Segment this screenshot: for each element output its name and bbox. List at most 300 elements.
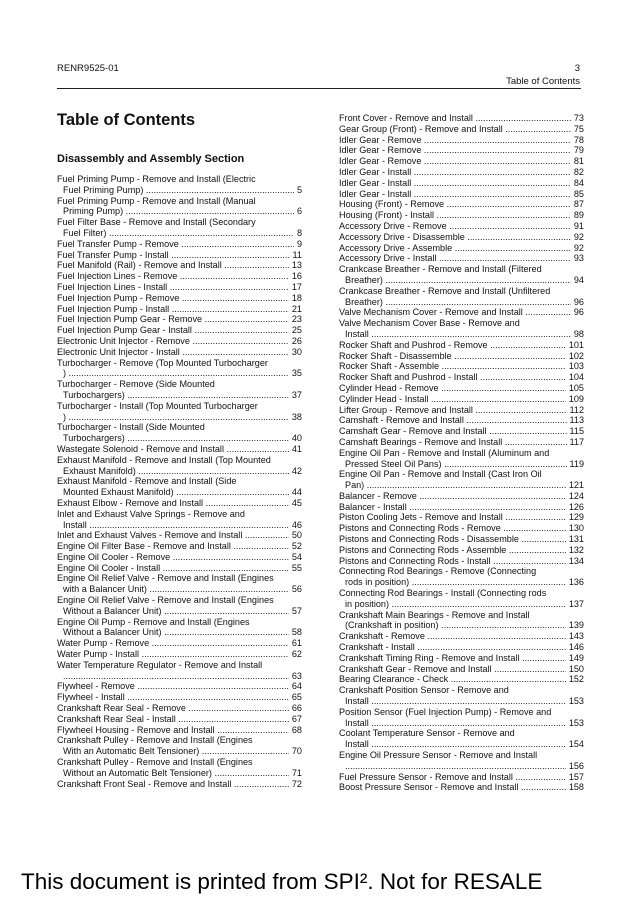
toc-entry: [339, 167, 584, 178]
toc-entry-page: 150: [568, 663, 584, 674]
toc-entry-title: Bearing Clearance - Check .....: [339, 674, 566, 685]
toc-entry-page: 18: [291, 292, 302, 303]
toc-entry-title: Accessory Drive - Disassemble .....: [339, 232, 571, 243]
toc-entry-page: 17: [291, 281, 302, 292]
toc-entry-title: Cylinder Head - Install .....: [339, 394, 566, 405]
toc-entry-title-cont: Without a Balancer Unit) .....: [63, 627, 289, 638]
toc-entry-title-cont: (Crankshaft in position) .....: [345, 620, 566, 631]
toc-entry: [57, 541, 302, 552]
toc-section-heading: Disassembly and Assembly Section: [57, 153, 245, 165]
toc-entry-title-cont: [63, 671, 289, 682]
toc-entry: [57, 573, 302, 595]
toc-entry-title: Flywheel - Install .....: [57, 692, 289, 703]
toc-entry: [57, 422, 302, 444]
toc-entry-title: Fuel Injection Pump - Remove .....: [57, 293, 289, 304]
toc-entry-page: 139: [568, 620, 584, 631]
toc-entry-page: 58: [291, 627, 302, 638]
toc-entry-page: 129: [568, 512, 584, 523]
toc-entry: [339, 286, 584, 308]
toc-entry: [339, 189, 584, 200]
toc-entry: [57, 282, 302, 293]
toc-entry-title: Pistons and Connecting Rods - Disassemble .....: [339, 534, 566, 545]
toc-entry-title-cont: with a Balancer Unit) .....: [63, 584, 289, 595]
toc-entry-page: 85: [573, 188, 584, 199]
toc-entry-continuation: [57, 228, 302, 239]
toc-entry-title: Lifter Group - Remove and Install .....: [339, 405, 567, 416]
toc-entry-title: Pistons and Connecting Rods - Remove .....: [339, 523, 566, 534]
toc-entry-page: 146: [568, 642, 584, 653]
toc-entry: [339, 135, 584, 146]
toc-entry-title-cont: rods in position) .....: [345, 577, 566, 588]
toc-entry-title: Crankcase Breather - Remove and Install (Filtered: [339, 264, 542, 275]
toc-entry: [339, 642, 584, 653]
toc-entry-title-cont: [345, 761, 566, 772]
toc-entry-continuation: [57, 466, 302, 477]
toc-entry-title: Crankshaft Pulley - Remove and Install (Engines: [57, 735, 253, 746]
toc-entry-continuation: [57, 606, 302, 617]
toc-entry-page: 71: [291, 767, 302, 778]
toc-entry-page: 75: [573, 123, 584, 134]
toc-entry-continuation: [57, 206, 302, 217]
toc-entry-page: 65: [291, 692, 302, 703]
toc-entry-title-cont: in position) .....: [345, 599, 566, 610]
toc-entry: [57, 660, 302, 682]
toc-entry-title: Housing (Front) - Remove .....: [339, 199, 571, 210]
toc-entry: [339, 318, 584, 340]
toc-entry-title-cont: Install .....: [345, 718, 566, 729]
toc-entry: [57, 692, 302, 703]
toc-entry-title-cont: Turbochargers) .....: [63, 433, 289, 444]
toc-entry: [57, 476, 302, 498]
toc-entry: [57, 552, 302, 563]
toc-entry-page: 112: [569, 404, 584, 415]
toc-entry-title: Engine Oil Relief Valve - Remove and Install (Engines: [57, 573, 274, 584]
toc-entry: [339, 243, 584, 254]
toc-entry-page: 61: [291, 638, 302, 649]
toc-entry-title: Electronic Unit Injector - Remove .....: [57, 336, 289, 347]
toc-entry: [339, 469, 584, 491]
toc-entry-continuation: [57, 368, 302, 379]
toc-entry: [57, 725, 302, 736]
toc-entry-continuation: [339, 459, 584, 470]
toc-entry-title: Fuel Injection Pump - Install .....: [57, 304, 289, 315]
toc-entry-title: Accessory Drive - Remove .....: [339, 221, 571, 232]
toc-entry-page: 157: [568, 771, 584, 782]
toc-entry: [339, 728, 584, 750]
toc-entry-title: Accessory Drive - Install .....: [339, 253, 571, 264]
toc-entry-title: Turbocharger - Remove (Side Mounted: [57, 379, 215, 390]
toc-entry-title: Flywheel - Remove .....: [57, 681, 289, 692]
toc-entry-page: 66: [291, 703, 302, 714]
toc-entry-page: 38: [291, 411, 302, 422]
toc-entry: [339, 210, 584, 221]
toc-entry-page: 79: [573, 145, 584, 156]
toc-entry-page: 149: [568, 652, 584, 663]
toc-entry-page: 131: [568, 534, 584, 545]
toc-entry-page: 94: [573, 274, 584, 285]
toc-entry-title: Exhaust Manifold - Remove and Install (Top Mounted: [57, 454, 271, 465]
toc-entry: [339, 351, 584, 362]
toc-entry-page: 156: [568, 760, 584, 771]
toc-entry-page: 143: [568, 631, 584, 642]
toc-entry: [339, 156, 584, 167]
toc-entry-title-cont: With an Automatic Belt Tensioner) .....: [63, 746, 289, 757]
toc-entry-page: 54: [291, 551, 302, 562]
toc-entry-page: 16: [291, 271, 302, 282]
toc-entry: [339, 113, 584, 124]
toc-entry-page: 103: [568, 361, 584, 372]
toc-entry-page: 6: [296, 206, 302, 217]
toc-entry-title: Fuel Injection Pump Gear - Remove .....: [57, 314, 289, 325]
toc-entry-title: Balancer - Install .....: [339, 502, 566, 513]
toc-entry-title: Inlet and Exhaust Valves - Remove and Install .....: [57, 530, 289, 541]
toc-entry-page: 30: [291, 346, 302, 357]
toc-entry: [57, 217, 302, 239]
toc-entry-title: Pistons and Connecting Rods - Assemble .....: [339, 545, 566, 556]
toc-entry-page: 41: [291, 443, 302, 454]
toc-entry-title: Crankshaft Gear - Remove and Install .....: [339, 664, 566, 675]
toc-entry-title: Fuel Priming Pump - Remove and Install (Electric: [57, 174, 256, 184]
toc-entry-title-cont: Exhaust Manifold) .....: [63, 466, 289, 477]
toc-entry-page: 105: [568, 382, 584, 393]
toc-entry-title: Idler Gear - Remove .....: [339, 156, 571, 167]
toc-entry-page: 158: [568, 782, 584, 793]
toc-entry-page: 82: [573, 166, 584, 177]
toc-entry-title: Turbocharger - Install (Side Mounted: [57, 422, 205, 433]
toc-entry: [57, 239, 302, 250]
toc-entry-page: 91: [573, 220, 584, 231]
toc-entry-page: 136: [568, 577, 584, 588]
toc-entry-page: 57: [291, 605, 302, 616]
toc-entry: [57, 498, 302, 509]
toc-entry-title: Idler Gear - Remove .....: [339, 145, 571, 156]
toc-entry-page: 63: [291, 670, 302, 681]
toc-entry: [57, 617, 302, 639]
toc-entry: [339, 340, 584, 351]
toc-entry-page: 78: [573, 134, 584, 145]
toc-entry-continuation: [57, 746, 302, 757]
toc-entry: [57, 509, 302, 531]
toc-entry-page: 93: [573, 253, 584, 264]
toc-entry-title: Gear Group (Front) - Remove and Install .....: [339, 124, 571, 135]
toc-entry-page: 35: [291, 368, 302, 379]
toc-entry-page: 134: [568, 555, 584, 566]
toc-entry-page: 40: [291, 433, 302, 444]
toc-entry: [57, 455, 302, 477]
toc-entry-continuation: [57, 584, 302, 595]
toc-entry-title: Crankshaft Timing Ring - Remove and Install .....: [339, 653, 566, 664]
toc-entry-continuation: [57, 412, 302, 423]
toc-entry: [339, 545, 584, 556]
toc-entry: [57, 779, 302, 790]
toc-entry-title-cont: Breather) .....: [345, 297, 571, 308]
toc-entry: [339, 685, 584, 707]
toc-entry-title: Housing (Front) - Install .....: [339, 210, 571, 221]
toc-entry-title: Idler Gear - Install .....: [339, 189, 571, 200]
toc-entry-page: 153: [568, 717, 584, 728]
toc-entry: [339, 199, 584, 210]
toc-entry-title-cont: Install .....: [345, 739, 566, 750]
toc-entry-title: Camshaft Gear - Remove and Install .....: [339, 426, 567, 437]
toc-entry-title: Turbocharger - Install (Top Mounted Turbocharger: [57, 400, 258, 411]
toc-entry: [339, 253, 584, 264]
toc-entry: [339, 772, 584, 783]
toc-entry-title-cont: Fuel Filter) .....: [63, 228, 294, 239]
toc-entry-page: 72: [291, 778, 302, 789]
toc-entry-title: Boost Pressure Sensor - Remove and Install .....: [339, 782, 566, 793]
toc-entry-continuation: [339, 329, 584, 340]
toc-entry-title: Pistons and Connecting Rods - Install .....: [339, 556, 566, 567]
toc-entry-title-cont: Install .....: [345, 329, 571, 340]
toc-entry: [339, 588, 584, 610]
toc-entry-title: Front Cover - Remove and Install .....: [339, 113, 571, 124]
toc-entry: [57, 757, 302, 779]
toc-entry-title: Engine Oil Filter Base - Remove and Install .....: [57, 541, 289, 552]
toc-entry-title: Engine Oil Cooler - Install .....: [57, 563, 289, 574]
toc-entry-continuation: [339, 599, 584, 610]
toc-entry-title: Crankshaft Position Sensor - Remove and: [339, 685, 509, 696]
toc-entry: [339, 750, 584, 772]
toc-entry-page: 104: [568, 372, 584, 383]
toc-entry-title: Rocker Shaft - Assemble .....: [339, 361, 566, 372]
toc-entry: [57, 304, 302, 315]
toc-entry-title: Idler Gear - Install .....: [339, 178, 571, 189]
toc-entry-title: Valve Mechanism Cover Base - Remove and: [339, 318, 520, 329]
toc-entry: [57, 336, 302, 347]
toc-entry-page: 52: [291, 541, 302, 552]
toc-entry: [339, 653, 584, 664]
toc-entry-continuation: [339, 696, 584, 707]
toc-entry-title: Fuel Filter Base - Remove and Install (Secondary: [57, 217, 256, 228]
toc-entry-page: 37: [291, 389, 302, 400]
toc-entry-page: 68: [291, 724, 302, 735]
toc-entry: [339, 610, 584, 632]
toc-entry-page: 98: [573, 328, 584, 339]
toc-entry: [339, 512, 584, 523]
toc-entry-page: 45: [291, 497, 302, 508]
toc-entry-page: 92: [573, 231, 584, 242]
toc-entry-page: 5: [296, 184, 302, 195]
toc-entry-continuation: [339, 739, 584, 750]
toc-entry-page: 55: [291, 562, 302, 573]
toc-entry: [339, 221, 584, 232]
toc-entry-title: Inlet and Exhaust Valve Springs - Remove and: [57, 508, 245, 519]
toc-right-column: [339, 113, 584, 793]
toc-entry: [339, 782, 584, 793]
toc-entry-title: Exhaust Manifold - Remove and Install (Side: [57, 476, 237, 487]
toc-entry-page: 70: [291, 746, 302, 757]
toc-entry-page: 84: [573, 177, 584, 188]
toc-entry-title: Engine Oil Cooler - Remove .....: [57, 552, 289, 563]
toc-entry-title: Engine Oil Relief Valve - Remove and Install (Engines: [57, 595, 274, 606]
toc-entry-title-cont: Without an Automatic Belt Tensioner) .....: [63, 768, 289, 779]
toc-entry: [339, 307, 584, 318]
toc-entry-title: Exhaust Elbow - Remove and Install .....: [57, 498, 289, 509]
toc-entry-title: Crankshaft Rear Seal - Remove .....: [57, 703, 289, 714]
toc-entry-page: 67: [291, 713, 302, 724]
toc-entry-page: 89: [573, 210, 584, 221]
toc-entry-title: Fuel Priming Pump - Remove and Install (Manual: [57, 195, 256, 206]
toc-entry: [339, 264, 584, 286]
toc-entry-page: 8: [296, 227, 302, 238]
toc-entry-continuation: [339, 761, 584, 772]
toc-entry: [339, 502, 584, 513]
toc-entry-page: 87: [573, 199, 584, 210]
toc-entry-title-cont: Install .....: [345, 696, 566, 707]
toc-entry-title-cont: Mounted Exhaust Manifold) .....: [63, 487, 289, 498]
toc-entry: [57, 250, 302, 261]
toc-entry-title: Fuel Injection Pump Gear - Install .....: [57, 325, 289, 336]
toc-entry: [339, 566, 584, 588]
toc-entry: [57, 196, 302, 218]
toc-entry-page: 153: [568, 696, 584, 707]
toc-entry-page: 113: [569, 415, 584, 426]
toc-entry-title: Idler Gear - Install .....: [339, 167, 571, 178]
toc-entry-page: 109: [568, 393, 584, 404]
toc-entry-page: 46: [291, 519, 302, 530]
toc-entry-title-cont: Turbochargers) .....: [63, 390, 289, 401]
toc-entry-title: Crankshaft Main Bearings - Remove and Install: [339, 609, 530, 620]
toc-entry-continuation: [57, 520, 302, 531]
toc-entry-page: 11: [292, 249, 302, 260]
toc-entry-page: 137: [568, 598, 584, 609]
toc-entry-page: 92: [573, 242, 584, 253]
toc-entry-page: 42: [291, 465, 302, 476]
toc-entry-page: 96: [573, 307, 584, 318]
toc-entry: [339, 707, 584, 729]
toc-entry-page: 64: [291, 681, 302, 692]
toc-entry-continuation: [57, 671, 302, 682]
toc-entry-title-cont: Breather) .....: [345, 275, 571, 286]
toc-entry-title: Balancer - Remove .....: [339, 491, 566, 502]
toc-entry-title: Idler Gear - Remove .....: [339, 135, 571, 146]
toc-entry: [339, 361, 584, 372]
toc-entry: [339, 232, 584, 243]
toc-entry: [57, 260, 302, 271]
toc-entry: [57, 595, 302, 617]
toc-entry: [57, 735, 302, 757]
toc-entry-title: Connecting Rod Bearings - Remove (Connecting: [339, 566, 537, 577]
toc-entry: [57, 530, 302, 541]
toc-entry: [57, 638, 302, 649]
toc-entry: [57, 379, 302, 401]
toc-entry-title: Crankshaft Rear Seal - Install .....: [57, 714, 289, 725]
toc-entry-continuation: [339, 480, 584, 491]
toc-left-list: [57, 174, 302, 789]
toc-right-list: [339, 113, 584, 793]
toc-entry: [339, 372, 584, 383]
toc-entry-title: Crankshaft Pulley - Remove and Install (Engines: [57, 757, 253, 768]
toc-entry-title: Fuel Injection Lines - Install .....: [57, 282, 289, 293]
toc-entry-title: Crankshaft Front Seal - Remove and Install .....: [57, 779, 289, 790]
toc-entry-page: 25: [291, 325, 302, 336]
toc-entry-title: Crankshaft - Install .....: [339, 642, 566, 653]
toc-entry-title: Engine Oil Pressure Sensor - Remove and Install: [339, 750, 538, 761]
toc-entry: [339, 415, 584, 426]
toc-entry: [57, 271, 302, 282]
toc-entry-page: 124: [568, 490, 584, 501]
toc-entry-title: Water Pump - Install .....: [57, 649, 289, 660]
toc-entry: [339, 124, 584, 135]
toc-entry-page: 9: [296, 238, 302, 249]
toc-entry-title: Piston Cooling Jets - Remove and Install .....: [339, 512, 566, 523]
toc-entry-title: Turbocharger - Remove (Top Mounted Turbocharger: [57, 357, 268, 368]
toc-entry-title: Fuel Transfer Pump - Remove .....: [57, 239, 294, 250]
toc-entry-page: 73: [573, 113, 584, 123]
toc-entry-title: Engine Oil Pan - Remove and Install (Aluminum and: [339, 447, 550, 458]
toc-entry-page: 132: [568, 544, 584, 555]
toc-entry: [339, 426, 584, 437]
toc-left-column: [57, 110, 302, 789]
toc-entry-continuation: [339, 620, 584, 631]
toc-entry-continuation: [57, 390, 302, 401]
toc-entry-continuation: [339, 577, 584, 588]
toc-entry-title: Fuel Transfer Pump - Install .....: [57, 250, 290, 261]
toc-entry-title: Water Pump - Remove .....: [57, 638, 289, 649]
toc-entry-page: 56: [291, 584, 302, 595]
toc-entry-title: Valve Mechanism Cover - Remove and Install .....: [339, 307, 571, 318]
toc-entry-page: 23: [291, 314, 302, 325]
toc-entry: [339, 383, 584, 394]
toc-entry: [57, 563, 302, 574]
toc-entry-continuation: [57, 185, 302, 196]
toc-entry-title-cont: Priming Pump) .....: [63, 206, 294, 217]
toc-entry-page: 26: [291, 335, 302, 346]
toc-entry-page: 13: [291, 260, 302, 271]
toc-entry: [57, 649, 302, 660]
toc-entry-title: Flywheel Housing - Remove and Install .....: [57, 725, 289, 736]
header-subtitle: Table of Contents: [506, 76, 580, 87]
toc-entry: [339, 523, 584, 534]
toc-entry-title: Camshaft Bearings - Remove and Install .....: [339, 437, 567, 448]
toc-entry-page: 154: [568, 739, 584, 750]
toc-entry-title: Water Temperature Regulator - Remove and Install: [57, 659, 263, 670]
toc-entry-title-cont: Pressed Steel Oil Pans) .....: [345, 459, 567, 470]
toc-entry: [339, 534, 584, 545]
toc-entry-page: 50: [291, 530, 302, 541]
toc-entry-title-cont: Fuel Priming Pump) .....: [63, 185, 294, 196]
toc-entry: [339, 674, 584, 685]
toc-entry-title: Fuel Pressure Sensor - Remove and Install .....: [339, 772, 566, 783]
toc-entry-title-cont: ) .....: [63, 412, 289, 423]
toc-entry-title: Camshaft - Remove and Install .....: [339, 415, 567, 426]
toc-entry: [339, 491, 584, 502]
toc-entry-continuation: [57, 433, 302, 444]
toc-entry-title: Coolant Temperature Sensor - Remove and: [339, 728, 515, 739]
toc-entry-page: 126: [568, 501, 584, 512]
toc-entry-page: 101: [568, 339, 584, 350]
toc-entry-title: Fuel Injection Lines - Remove .....: [57, 271, 289, 282]
toc-entry: [339, 556, 584, 567]
toc-entry: [57, 293, 302, 304]
toc-entry: [339, 405, 584, 416]
toc-entry: [57, 314, 302, 325]
toc-entry: [57, 714, 302, 725]
toc-entry-title: Engine Oil Pan - Remove and Install (Cast Iron Oil: [339, 469, 542, 480]
toc-entry: [57, 347, 302, 358]
toc-entry-continuation: [57, 627, 302, 638]
toc-entry: [339, 178, 584, 189]
toc-entry: [339, 145, 584, 156]
toc-entry-continuation: [57, 487, 302, 498]
toc-entry-title: Position Sensor (Fuel Injection Pump) - Remove and: [339, 706, 552, 717]
footer-notice: This document is printed from SPI². Not for RESALE: [21, 869, 543, 894]
toc-entry-title: Accessory Drive - Assemble .....: [339, 243, 571, 254]
toc-entry: [339, 437, 584, 448]
header-doc-id: RENR9525-01: [57, 63, 119, 74]
toc-entry-title: Electronic Unit Injector - Install .....: [57, 347, 289, 358]
toc-entry: [339, 448, 584, 470]
